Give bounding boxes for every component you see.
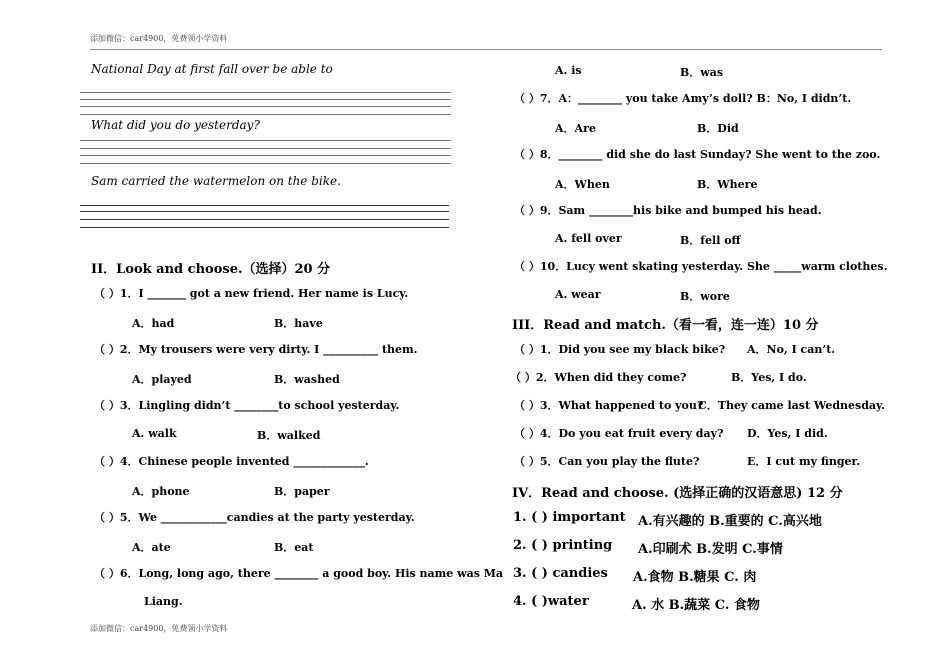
writing-line <box>80 211 449 212</box>
writing-prompt-3: Sam carried the watermelon on the bike. <box>91 174 341 188</box>
q7-option-a: A．Are <box>555 122 596 135</box>
q5-option-b: B．eat <box>274 541 314 554</box>
match-question-2: （ ）2．When did they come? <box>510 371 687 384</box>
section-4-title: IV．Read and choose. (选择正确的汉语意思) 12 分 <box>512 486 843 501</box>
vocab-options-4: A. 水 B.蔬菜 C. 食物 <box>632 598 760 613</box>
question-6: （ ）6．Long, long ago, there ________ a good boy. His name was Ma <box>94 567 504 580</box>
vocab-options-2: A.印刷术 B.发明 C.事情 <box>638 542 783 557</box>
vocab-question-3: 3. ( ) candies <box>513 566 608 581</box>
q8-option-b: B．Where <box>697 178 758 191</box>
vocab-question-4: 4. ( )water <box>513 594 589 609</box>
writing-line <box>80 227 449 228</box>
writing-prompt-1: National Day at first fall over be able to <box>91 62 333 76</box>
match-answer-b: B．Yes, I do. <box>731 371 807 384</box>
section-3-title: III．Read and match.（看一看，连一连）10 分 <box>512 318 819 333</box>
q9-option-b: B．fell off <box>680 234 741 247</box>
q10-option-b: B．wore <box>680 290 730 303</box>
match-answer-a: A．No, I can’t. <box>747 343 836 356</box>
writing-line <box>80 106 451 107</box>
q8-option-a: A．When <box>555 178 610 191</box>
writing-line <box>80 155 451 156</box>
q2-option-b: B．washed <box>274 373 340 386</box>
vocab-options-3: A.食物 B.糖果 C. 肉 <box>633 570 757 585</box>
question-1: （ ）1．I _______ got a new friend. Her name is Lucy. <box>94 287 409 300</box>
match-question-5: （ ）5．Can you play the flute? <box>514 455 700 468</box>
writing-line <box>80 205 449 206</box>
q6-option-a: A. is <box>555 64 582 77</box>
section-2-title: II．Look and choose.（选择）20 分 <box>91 262 331 277</box>
writing-line <box>80 163 451 164</box>
writing-line <box>80 99 451 100</box>
top-divider <box>90 49 882 50</box>
match-answer-c: C．They came last Wednesday. <box>698 399 885 412</box>
writing-line <box>80 92 451 93</box>
q3-option-a: A. walk <box>132 427 177 440</box>
match-question-4: （ ）4．Do you eat fruit every day? <box>514 427 724 440</box>
question-7: （ ）7．A：________ you take Amy’s doll? B：No, I didn’t. <box>514 92 852 105</box>
question-4: （ ）4．Chinese people invented _____________. <box>94 455 369 468</box>
writing-line <box>80 219 449 220</box>
match-question-3: （ ）3．What happened to you? <box>514 399 704 412</box>
q2-option-a: A．played <box>132 373 192 386</box>
writing-line <box>80 114 451 115</box>
q7-option-b: B．Did <box>697 122 739 135</box>
question-8: （ ）8．________ did she do last Sunday? She went to the zoo. <box>514 148 881 161</box>
question-6-continued: Liang. <box>144 595 183 608</box>
match-answer-d: D．Yes, I did. <box>747 427 828 440</box>
vocab-options-1: A.有兴趣的 B.重要的 C.高兴地 <box>638 514 822 529</box>
writing-prompt-2: What did you do yesterday? <box>91 118 260 132</box>
question-3: （ ）3．Lingling didn’t ________to school yesterday. <box>94 399 400 412</box>
question-5: （ ）5．We ____________candies at the party yesterday. <box>94 511 415 524</box>
match-answer-e: E．I cut my finger. <box>747 455 861 468</box>
writing-line <box>80 148 451 149</box>
q4-option-a: A．phone <box>132 485 190 498</box>
question-10: （ ）10．Lucy went skating yesterday. She _____warm clothes. <box>514 260 888 273</box>
q4-option-b: B．paper <box>274 485 330 498</box>
vocab-question-2: 2. ( ) printing <box>513 538 613 553</box>
q5-option-a: A．ate <box>132 541 171 554</box>
q3-option-b: B．walked <box>257 429 321 442</box>
q10-option-a: A. wear <box>555 288 601 301</box>
question-9: （ ）9．Sam ________his bike and bumped his head. <box>514 204 822 217</box>
vocab-question-1: 1. ( ) important <box>513 510 626 525</box>
writing-line <box>80 140 451 141</box>
header-note: 添加微信：car4900，免费领小学资料 <box>90 34 228 43</box>
q1-option-b: B．have <box>274 317 323 330</box>
q1-option-a: A．had <box>132 317 175 330</box>
match-question-1: （ ）1．Did you see my black bike? <box>514 343 726 356</box>
question-2: （ ）2．My trousers were very dirty. I __________ them. <box>94 343 418 356</box>
q6-option-b: B．was <box>680 66 724 79</box>
q9-option-a: A. fell over <box>555 232 622 245</box>
footer-note: 添加微信：car4900，免费领小学资料 <box>90 624 228 633</box>
